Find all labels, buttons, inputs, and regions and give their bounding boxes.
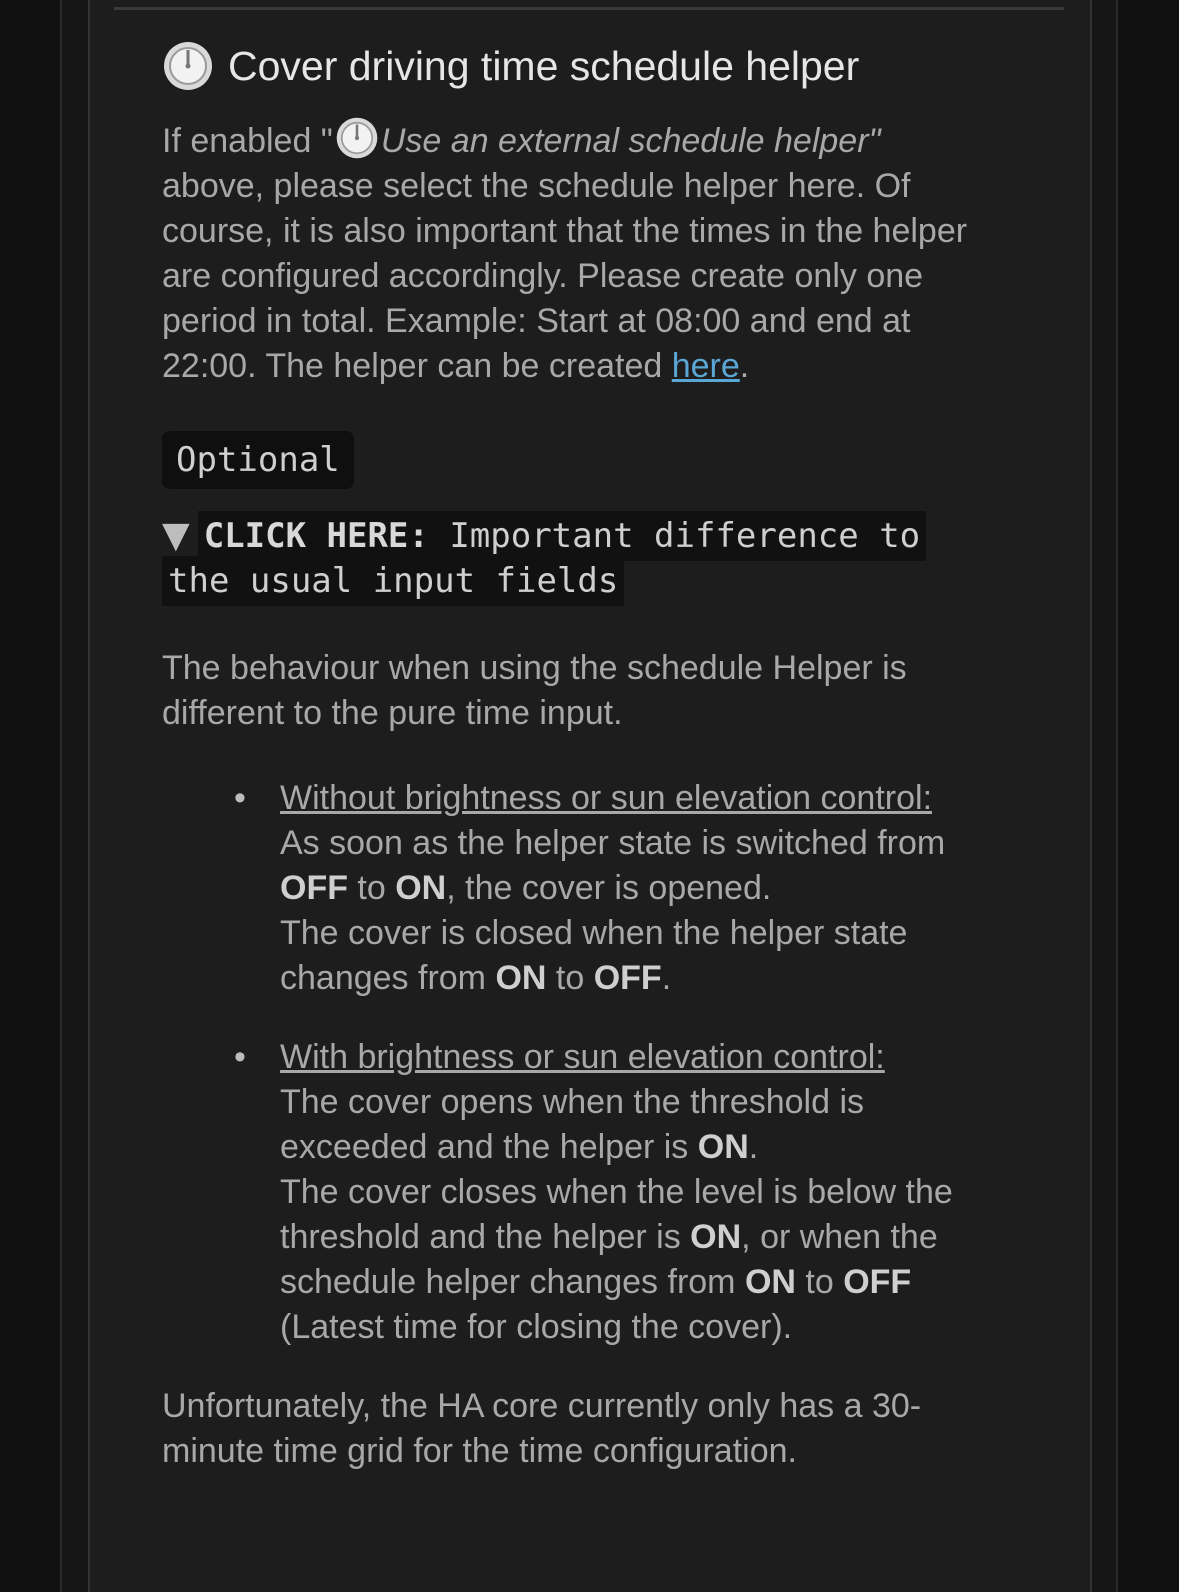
item-text: , or when the schedule helper changes from: [280, 1218, 938, 1301]
details-bold-label: CLICK HERE:: [203, 516, 429, 556]
disclosure-triangle-icon[interactable]: ▼: [162, 515, 190, 556]
item-text: to: [347, 869, 396, 907]
item-text: to: [795, 1263, 844, 1301]
item-text: .: [748, 1128, 759, 1166]
item-text: to: [546, 959, 594, 997]
list-item: [162, 1035, 982, 1350]
footer-paragraph: Unfortunately, the HA core currently only has a 30-minute time grid for the time configuration.: [162, 1387, 922, 1470]
intro-body: above, please select the schedule helper here. Of course, it is also important that the times in the helper are configured accordingly. Please create only one period in total. Example: Start at 08:00 and end at 22:00. The helper can be created: [162, 167, 968, 385]
state-on: ON: [395, 869, 447, 907]
bullet-icon: •: [234, 779, 246, 817]
item-title: Without brightness or sun elevation control:: [280, 779, 933, 817]
state-off: OFF: [843, 1263, 912, 1301]
intro-quote: Use an external schedule helper": [380, 122, 881, 160]
top-divider: [114, 7, 1064, 10]
item-text: .: [661, 959, 672, 997]
timer-icon: [335, 116, 379, 160]
section-title: Cover driving time schedule helper: [228, 43, 860, 89]
item-text: The cover opens when the threshold is exceeded and the helper is: [280, 1083, 865, 1166]
state-on: ON: [690, 1218, 742, 1256]
item-text: , the cover is opened.: [446, 869, 772, 907]
details-summary[interactable]: [162, 513, 982, 604]
state-off: OFF: [280, 869, 348, 907]
section-heading: [162, 34, 982, 98]
state-on: ON: [697, 1128, 749, 1166]
details-summary-text[interactable]: [162, 511, 926, 606]
behaviour-paragraph: The behaviour when using the schedule Helper is different to the pure time input.: [162, 649, 907, 732]
optional-badge: Optional: [162, 431, 354, 489]
section-content: [162, 34, 982, 1474]
state-off: OFF: [593, 959, 662, 997]
list-item: [162, 776, 982, 1001]
item-text: (Latest time for closing the cover).: [280, 1308, 793, 1346]
state-on: ON: [495, 959, 547, 997]
state-on: ON: [744, 1263, 796, 1301]
behaviour-list: [162, 776, 982, 1350]
intro-paragraph: [162, 116, 982, 389]
item-text: As soon as the helper state is switched from: [280, 824, 946, 862]
item-text: The cover is closed when the helper state changes from: [280, 914, 908, 997]
item-title: With brightness or sun elevation control:: [280, 1038, 885, 1076]
intro-suffix: .: [739, 347, 750, 385]
timer-icon: [162, 40, 214, 92]
bullet-icon: •: [234, 1038, 246, 1076]
item-text: The cover closes when the level is below the threshold and the helper is: [280, 1173, 953, 1256]
create-helper-link[interactable]: here: [671, 347, 740, 385]
intro-prefix: If enabled ": [162, 122, 333, 160]
details-text: Important difference to the usual input fields: [168, 516, 921, 601]
